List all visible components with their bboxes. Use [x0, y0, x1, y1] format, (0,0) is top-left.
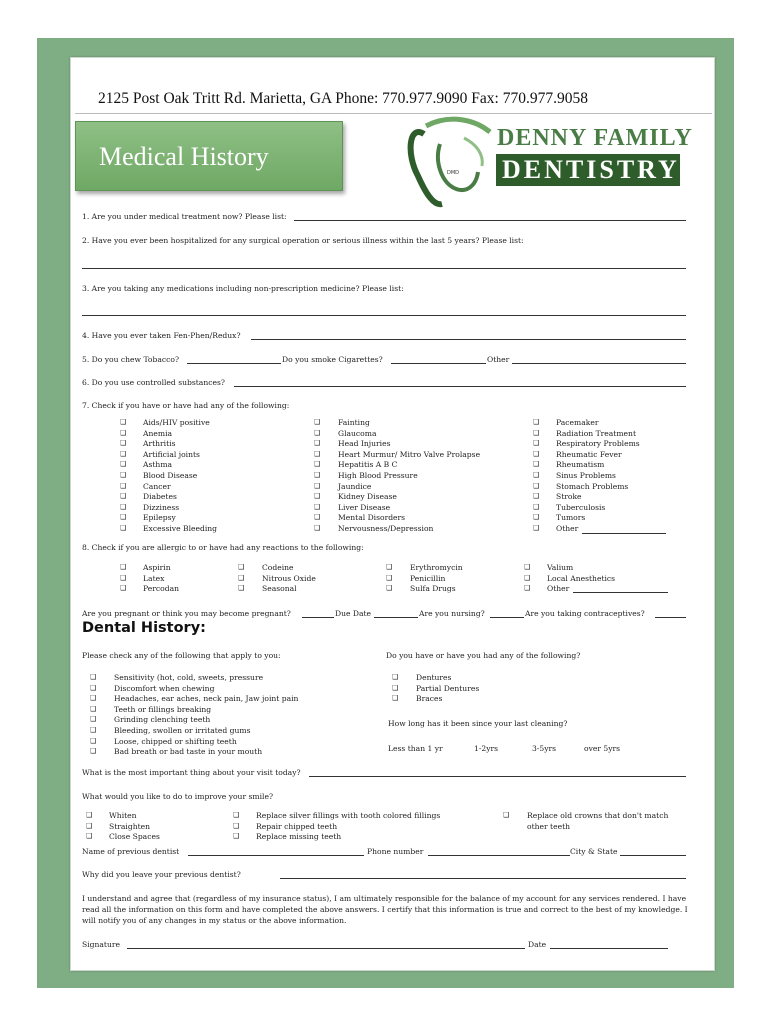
allergy-label: Codeine	[262, 563, 294, 572]
dental-symptom-label: Discomfort when chewing	[114, 683, 215, 693]
condition-label: Excessive Bleeding	[143, 524, 218, 533]
condition-checkbox[interactable]: ❑	[533, 449, 540, 458]
dental-symptom-checkbox[interactable]: ❑	[90, 736, 97, 745]
contraceptives-line[interactable]	[655, 617, 686, 618]
last-cleaning-question: How long has it been since your last cleaning?	[388, 719, 568, 728]
cleaning-option-4[interactable]: over 5yrs	[584, 744, 621, 753]
city-state-label: City & State	[570, 847, 618, 856]
prev-dentist-line[interactable]	[188, 855, 364, 856]
contraceptives-question: Are you taking contraceptives?	[525, 609, 645, 618]
dental-appliance-label: Dentures	[416, 673, 452, 682]
signature-label: Signature	[82, 940, 120, 949]
dental-right-prompt: Do you have or have you had any of the following?	[386, 651, 581, 660]
condition-label: Stomach Problems	[556, 481, 629, 491]
allergy-label: Percodan	[143, 584, 179, 594]
allergy-checkbox[interactable]: ❑	[386, 563, 393, 571]
allergy-label: Valium	[547, 563, 574, 572]
date-line[interactable]	[550, 948, 668, 949]
condition-checkbox[interactable]: ❑	[120, 418, 127, 426]
why-leave-line[interactable]	[280, 878, 686, 879]
condition-label: Dizziness	[143, 502, 180, 512]
condition-label: Fainting	[338, 418, 370, 427]
practice-address: 2125 Post Oak Tritt Rd. Marietta, GA Phone: 770.977.9090 Fax: 770.977.9058	[98, 90, 588, 107]
nursing-question: Are you nursing?	[419, 609, 485, 618]
dental-appliance-checkbox[interactable]: ❑	[392, 694, 399, 703]
allergy-checkbox[interactable]: ❑	[524, 584, 531, 593]
why-leave-question: Why did you leave your previous dentist?	[82, 870, 241, 879]
condition-label: Anemia	[143, 428, 173, 438]
question-4: 4. Have you ever taken Fen-Phen/Redux?	[82, 331, 241, 340]
allergy-checkbox[interactable]: ❑	[120, 584, 127, 593]
condition-label: Other	[556, 524, 579, 533]
dental-symptom-label: Headaches, ear aches, neck pain, Jaw joint pain	[114, 694, 299, 704]
condition-checkbox[interactable]: ❑	[533, 428, 540, 437]
allergy-checkbox[interactable]: ❑	[524, 573, 531, 582]
condition-label: Hepatitis A B C	[338, 460, 398, 470]
condition-checkbox[interactable]: ❑	[120, 492, 127, 501]
allergy-checkbox[interactable]: ❑	[386, 573, 393, 582]
smile-option-label: Whiten	[109, 811, 137, 820]
condition-label: Arthritis	[143, 439, 176, 449]
phone-line[interactable]	[428, 855, 570, 856]
condition-checkbox[interactable]: ❑	[314, 471, 321, 479]
condition-checkbox[interactable]: ❑	[533, 460, 540, 469]
brand-name-line1: DENNY FAMILY	[497, 125, 693, 151]
condition-checkbox[interactable]: ❑	[120, 524, 127, 532]
condition-label: Jaundice	[338, 481, 372, 491]
allergy-label: Other	[547, 584, 570, 594]
condition-checkbox[interactable]: ❑	[533, 513, 540, 522]
cleaning-option-3[interactable]: 3-5yrs	[532, 744, 557, 753]
condition-checkbox[interactable]: ❑	[533, 471, 540, 479]
answer-line-4[interactable]	[251, 339, 686, 340]
cleaning-option-2[interactable]: 1-2yrs	[474, 744, 499, 753]
condition-checkbox[interactable]: ❑	[533, 524, 540, 532]
cigarettes-line[interactable]	[391, 363, 486, 364]
condition-label: Tumors	[556, 513, 586, 523]
condition-other-line[interactable]	[582, 533, 666, 534]
dental-symptom-label: Teeth or fillings breaking	[114, 704, 212, 714]
condition-label: Epilepsy	[143, 513, 176, 523]
dental-left-prompt: Please check any of the following that apply to you:	[82, 651, 281, 660]
due-date-line[interactable]	[374, 617, 418, 618]
cleaning-option-1[interactable]: Less than 1 yr	[388, 744, 443, 753]
allergy-label: Aspirin	[143, 563, 171, 572]
condition-label: Mental Disorders	[338, 513, 406, 523]
condition-label: Pacemaker	[556, 418, 599, 427]
dental-symptom-label: Sensitivity (hot, cold, sweets, pressure	[114, 673, 264, 682]
condition-label: Blood Disease	[143, 471, 198, 480]
condition-checkbox[interactable]: ❑	[533, 502, 540, 511]
dental-appliance-label: Braces	[416, 694, 443, 704]
dental-symptom-label: Bleeding, swollen or irritated gums	[114, 726, 251, 735]
dental-appliance-checkbox[interactable]: ❑	[392, 683, 399, 692]
form-title: Medical History	[99, 142, 269, 171]
condition-label: Sinus Problems	[556, 471, 616, 480]
answer-line-3[interactable]	[82, 315, 686, 316]
condition-label: Rheumatism	[556, 460, 605, 470]
smile-option-checkbox[interactable]: ❑	[503, 811, 510, 819]
condition-checkbox[interactable]: ❑	[314, 524, 321, 532]
allergy-checkbox[interactable]: ❑	[524, 563, 531, 571]
question-2: 2. Have you ever been hospitalized for any surgical operation or serious illness within the last 5 years? Please list:	[82, 236, 524, 245]
condition-checkbox[interactable]: ❑	[120, 502, 127, 511]
question-7: 7. Check if you have or have had any of the following:	[82, 401, 290, 410]
question-5: 5. Do you chew Tobacco?	[82, 355, 180, 364]
question-1: 1. Are you under medical treatment now? Please list:	[82, 212, 287, 221]
condition-checkbox[interactable]: ❑	[533, 439, 540, 448]
condition-label: Diabetes	[143, 492, 177, 502]
date-label: Date	[528, 940, 547, 949]
condition-checkbox[interactable]: ❑	[120, 471, 127, 479]
smile-option-checkbox[interactable]: ❑	[233, 821, 240, 830]
dental-symptom-checkbox[interactable]: ❑	[90, 673, 97, 681]
allergy-checkbox[interactable]: ❑	[120, 563, 127, 571]
dental-symptom-checkbox[interactable]: ❑	[90, 726, 97, 734]
dental-symptom-checkbox[interactable]: ❑	[90, 694, 97, 703]
answer-line-1[interactable]	[294, 220, 686, 221]
condition-label: Head Injuries	[338, 439, 391, 449]
smile-option-checkbox[interactable]: ❑	[86, 832, 93, 841]
pregnant-line[interactable]	[302, 617, 334, 618]
dental-symptom-checkbox[interactable]: ❑	[90, 704, 97, 713]
form-title-banner	[75, 121, 343, 191]
dental-symptom-checkbox[interactable]: ❑	[90, 683, 97, 692]
allergy-label: Sulfa Drugs	[410, 584, 456, 594]
question-6: 6. Do you use controlled substances?	[82, 378, 225, 387]
condition-checkbox[interactable]: ❑	[314, 492, 321, 501]
allergy-checkbox[interactable]: ❑	[238, 563, 245, 571]
tooth-logo-icon	[404, 114, 496, 210]
condition-checkbox[interactable]: ❑	[314, 439, 321, 448]
smile-option-checkbox[interactable]: ❑	[233, 832, 240, 841]
smile-option-checkbox[interactable]: ❑	[86, 811, 93, 819]
improve-question: What would you like to do to improve your smile?	[82, 792, 274, 801]
due-date-label: Due Date	[335, 609, 372, 618]
header-divider	[75, 113, 712, 114]
smile-option-label: Replace silver fillings with tooth colored fillings	[256, 811, 441, 820]
condition-label: Aids/HIV positive	[143, 418, 210, 427]
condition-checkbox[interactable]: ❑	[314, 418, 321, 426]
answer-line-2[interactable]	[82, 268, 686, 269]
allergy-other-line[interactable]	[573, 592, 668, 593]
condition-label: Asthma	[143, 460, 173, 470]
condition-checkbox[interactable]: ❑	[314, 481, 321, 490]
brand-name-line2: DENTISTRY	[502, 155, 680, 184]
answer-line-6[interactable]	[234, 386, 686, 387]
condition-checkbox[interactable]: ❑	[314, 428, 321, 437]
allergy-checkbox[interactable]: ❑	[238, 573, 245, 582]
smile-option-label: Repair chipped teeth	[256, 821, 338, 831]
nursing-line[interactable]	[490, 617, 524, 618]
important-question: What is the most important thing about your visit today?	[82, 768, 301, 777]
allergy-label: Local Anesthetics	[547, 573, 616, 583]
condition-label: Respiratory Problems	[556, 439, 640, 449]
allergy-checkbox[interactable]: ❑	[238, 584, 245, 593]
dental-appliance-checkbox[interactable]: ❑	[392, 673, 399, 681]
condition-label: Cancer	[143, 481, 171, 491]
condition-label: Artificial joints	[143, 449, 200, 459]
important-line[interactable]	[309, 776, 686, 777]
condition-checkbox[interactable]: ❑	[314, 502, 321, 511]
dental-symptom-label: Bad breath or bad taste in your mouth	[114, 747, 263, 757]
phone-label: Phone number	[367, 847, 424, 856]
allergy-label: Seasonal	[262, 584, 297, 594]
question-8: 8. Check if you are allergic to or have had any reactions to the following:	[82, 543, 364, 552]
condition-label: Rheumatic Fever	[556, 449, 622, 459]
responsibility-statement: I understand and agree that (regardless of my insurance status), I am ultimately responsible for the balance of my account for any services rendered. I have read all the information on this form and have completed the above answers. I certify that this information is true and correct to the best of my knowledge. I will notify you of any changes in my status or the above information.	[82, 894, 688, 925]
allergy-checkbox[interactable]: ❑	[120, 573, 127, 582]
smile-option-label: Replace old crowns that don't match	[527, 811, 669, 820]
condition-label: Stroke	[556, 492, 582, 502]
condition-checkbox[interactable]: ❑	[120, 460, 127, 469]
other-line[interactable]	[512, 363, 686, 364]
logo-mark-text: DMD	[447, 170, 460, 176]
condition-checkbox[interactable]: ❑	[314, 449, 321, 458]
condition-checkbox[interactable]: ❑	[314, 513, 321, 522]
smile-option-label: Replace missing teeth	[256, 832, 342, 842]
condition-label: Heart Murmur/ Mitro Valve Prolapse	[338, 449, 481, 459]
dental-symptom-checkbox[interactable]: ❑	[90, 715, 97, 724]
condition-checkbox[interactable]: ❑	[533, 481, 540, 490]
condition-checkbox[interactable]: ❑	[533, 418, 540, 426]
smile-option-checkbox[interactable]: ❑	[86, 821, 93, 830]
dental-symptom-checkbox[interactable]: ❑	[90, 747, 97, 756]
condition-checkbox[interactable]: ❑	[533, 492, 540, 501]
condition-label: Tuberculosis	[556, 502, 606, 512]
question-5-cigarettes: Do you smoke Cigarettes?	[282, 355, 383, 364]
allergy-label: Penicillin	[410, 573, 446, 583]
smile-option-label: other teeth	[527, 821, 571, 831]
condition-label: Glaucoma	[338, 428, 377, 438]
condition-checkbox[interactable]: ❑	[120, 449, 127, 458]
signature-line[interactable]	[127, 948, 525, 949]
allergy-label: Erythromycin	[410, 563, 463, 572]
pregnant-question: Are you pregnant or think you may become pregnant?	[82, 609, 291, 618]
question-3: 3. Are you taking any medications including non-prescription medicine? Please list:	[82, 284, 404, 293]
dental-appliance-label: Partial Dentures	[416, 683, 480, 693]
condition-checkbox[interactable]: ❑	[120, 513, 127, 522]
condition-checkbox[interactable]: ❑	[120, 428, 127, 437]
dental-history-heading: Dental History:	[82, 620, 206, 636]
smile-option-label: Close Spaces	[109, 832, 160, 842]
question-5-other: Other	[487, 355, 510, 364]
prev-dentist-label: Name of previous dentist	[82, 847, 180, 856]
condition-checkbox[interactable]: ❑	[314, 460, 321, 469]
condition-label: High Blood Pressure	[338, 471, 418, 480]
condition-label: Nervousness/Depression	[338, 524, 434, 533]
city-state-line[interactable]	[620, 855, 686, 856]
brand-name-box	[496, 154, 680, 186]
condition-checkbox[interactable]: ❑	[120, 439, 127, 448]
allergy-label: Nitrous Oxide	[262, 573, 316, 583]
smile-option-label: Straighten	[109, 821, 151, 831]
allergy-checkbox[interactable]: ❑	[386, 584, 393, 593]
condition-label: Kidney Disease	[338, 492, 397, 502]
smile-option-checkbox[interactable]: ❑	[233, 811, 240, 819]
condition-label: Radiation Treatment	[556, 428, 636, 438]
condition-checkbox[interactable]: ❑	[120, 481, 127, 490]
allergy-label: Latex	[143, 573, 165, 583]
tobacco-line[interactable]	[187, 363, 281, 364]
condition-label: Liver Disease	[338, 502, 391, 512]
dental-symptom-label: Loose, chipped or shifting teeth	[114, 736, 237, 746]
dental-symptom-label: Grinding clenching teeth	[114, 715, 211, 725]
